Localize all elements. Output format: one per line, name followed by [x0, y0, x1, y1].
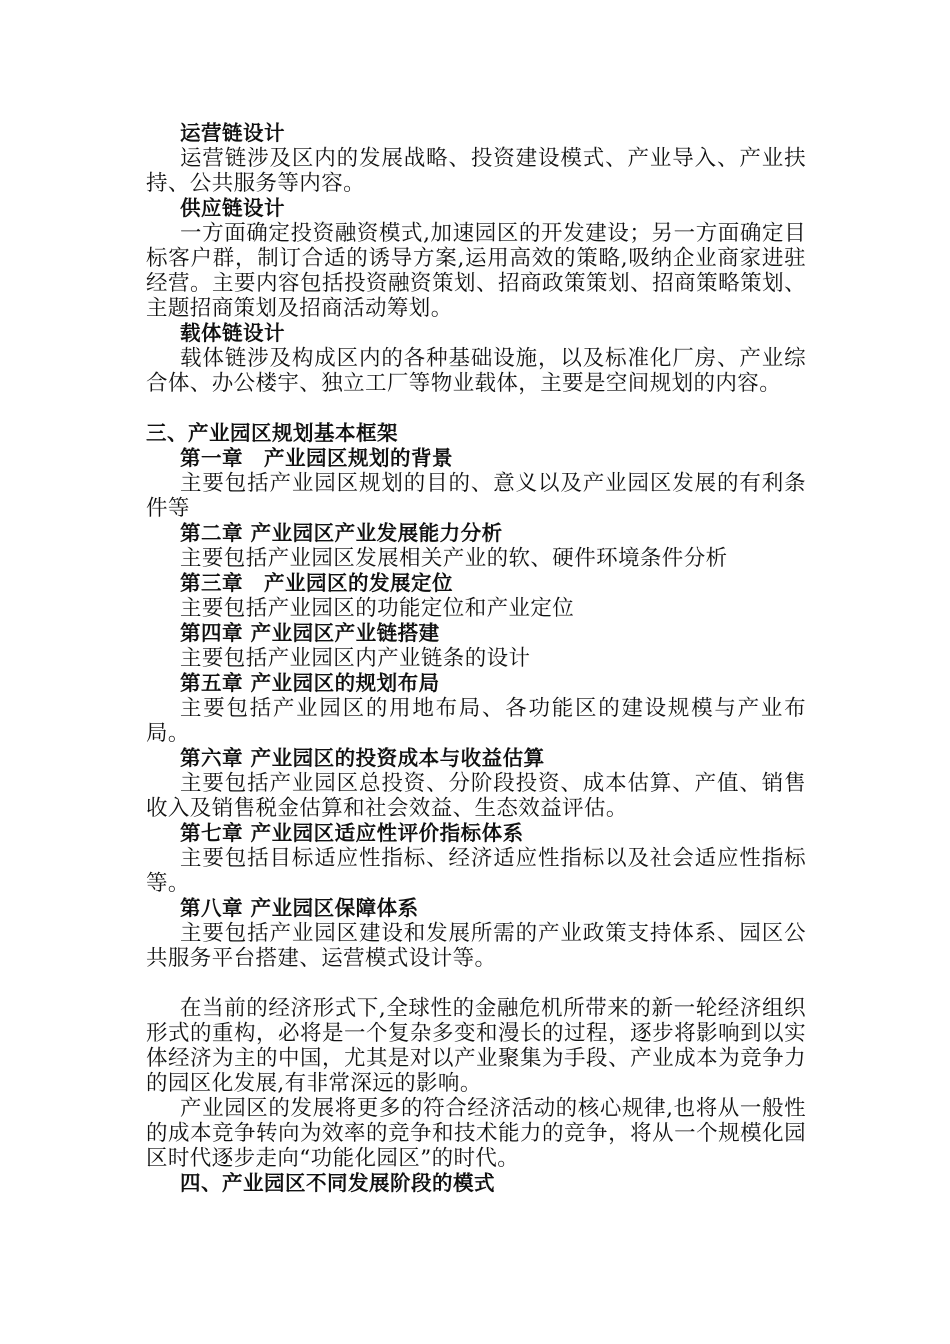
chapter-5-text: 主要包括产业园区的用地布局、各功能区的建设规模与产业布局。 — [146, 696, 806, 746]
chapter-4-title: 第四章 产业园区产业链搭建 — [180, 621, 440, 645]
chapter-8-title: 第八章 产业园区保障体系 — [180, 896, 419, 920]
chapter-8-text: 主要包括产业园区建设和发展所需的产业政策支持体系、园区公共服务平台搭建、运营模式设计等。 — [146, 921, 806, 971]
chapter-7-text: 主要包括目标适应性指标、经济适应性指标以及社会适应性指标等。 — [146, 846, 806, 896]
supply-chain-heading: 供应链设计 — [180, 196, 285, 220]
chapter-3-text: 主要包括产业园区的功能定位和产业定位 — [180, 596, 575, 621]
chapter-7-title: 第七章 产业园区适应性评价指标体系 — [180, 821, 524, 845]
chapter-4-text: 主要包括产业园区内产业链条的设计 — [180, 646, 531, 671]
operation-chain-paragraph: 运营链涉及区内的发展战略、投资建设模式、产业导入、产业扶持、公共服务等内容。 — [146, 146, 806, 196]
chapter-5-title: 第五章 产业园区的规划布局 — [180, 671, 440, 695]
chapter-1-title: 第一章 产业园区规划的背景 — [180, 446, 453, 470]
framework-heading: 三、产业园区规划基本框架 — [146, 421, 398, 445]
section-spacer — [146, 396, 806, 421]
closing-paragraph-1: 在当前的经济形式下,全球性的金融危机所带来的新一轮经济组织形式的重构，必将是一个复杂多变和漫长的过程，逐步将影响到以实体经济为主的中国，尤其是对以产业聚集为手段、产业成本为竞争力的园区化发展,有非常深远的影响。 — [146, 996, 806, 1096]
operation-chain-heading: 运营链设计 — [180, 121, 285, 145]
chapter-2-text: 主要包括产业园区发展相关产业的软、硬件环境条件分析 — [180, 546, 728, 571]
carrier-chain-paragraph: 载体链涉及构成区内的各种基础设施，以及标准化厂房、产业综合体、办公楼宇、独立工厂等物业载体，主要是空间规划的内容。 — [146, 346, 806, 396]
document-body — [146, 121, 806, 1196]
next-section-heading: 四、产业园区不同发展阶段的模式 — [180, 1171, 495, 1195]
chapter-3-title: 第三章 产业园区的发展定位 — [180, 571, 453, 595]
chapter-6-text: 主要包括产业园区总投资、分阶段投资、成本估算、产值、销售收入及销售税金估算和社会效益、生态效益评估。 — [146, 771, 806, 821]
chapter-2-title: 第二章 产业园区产业发展能力分析 — [180, 521, 503, 545]
section-spacer — [146, 971, 806, 996]
carrier-chain-heading: 载体链设计 — [180, 321, 285, 345]
closing-paragraph-2: 产业园区的发展将更多的符合经济活动的核心规律,也将从一般性的成本竞争转向为效率的竞争和技术能力的竞争，将从一个规模化园区时代逐步走向“功能化园区”的时代。 — [146, 1096, 806, 1171]
chapter-6-title: 第六章 产业园区的投资成本与收益估算 — [180, 746, 545, 770]
chapter-1-text: 主要包括产业园区规划的目的、意义以及产业园区发展的有利条件等 — [146, 471, 806, 521]
supply-chain-paragraph: 一方面确定投资融资模式,加速园区的开发建设；另一方面确定目标客户群，制订合适的诱导方案,运用高效的策略,吸纳企业商家进驻经营。主要内容包括投资融资策划、招商政策策划、招商策略策划、主题招商策划及招商活动筹划。 — [146, 221, 806, 321]
